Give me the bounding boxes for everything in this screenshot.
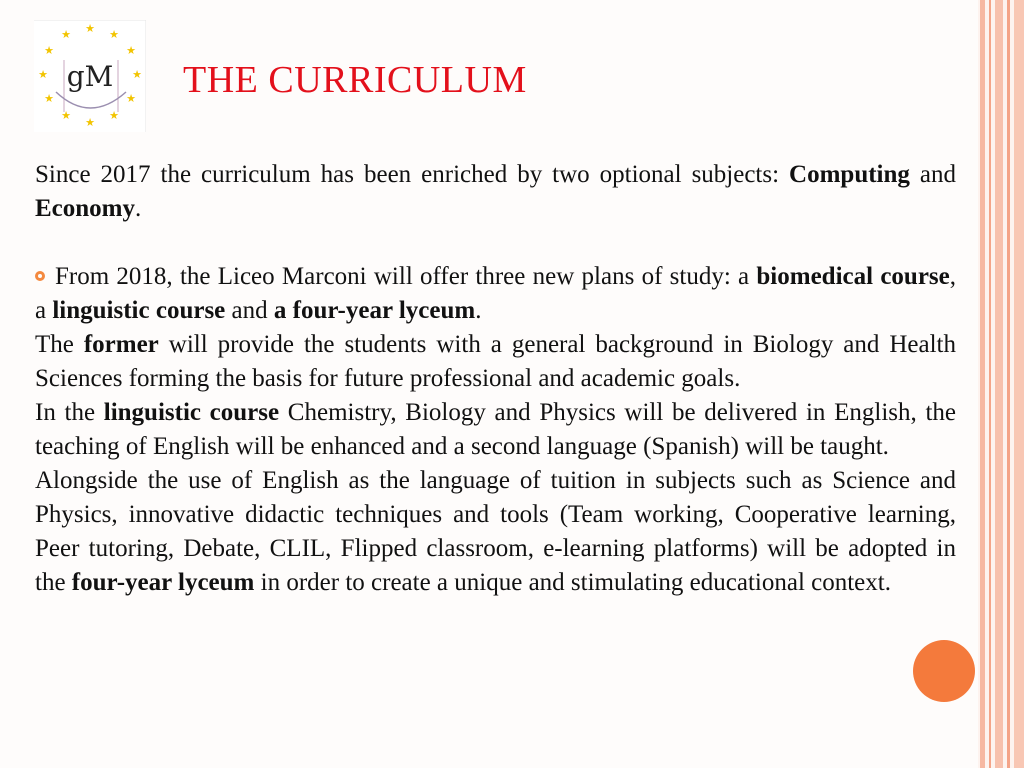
plans-text: From 2018, the Liceo Marconi will offer three new plans of study: a [55, 263, 757, 290]
svg-text:★: ★ [44, 44, 54, 57]
plans-period: . [475, 297, 482, 324]
svg-text:★: ★ [109, 109, 119, 122]
linguistic-lead: In the [35, 399, 104, 426]
spacer [35, 226, 956, 260]
intro-economy: Economy [35, 195, 135, 222]
former-text: will provide the students with a general background in Biology and Health Sciences forming the basis for future professional and academic goals. [35, 331, 956, 392]
plans-sep: , a [35, 263, 956, 324]
intro-text: Since 2017 the curriculum has been enriched by two optional subjects: [35, 161, 790, 188]
plans-fouryear: a four-year lyceum [273, 297, 476, 324]
svg-text:★: ★ [38, 68, 48, 81]
plans-biomedical: biomedical course [756, 263, 950, 290]
decorative-stripes [978, 0, 1024, 768]
slide-content [35, 158, 956, 600]
plans-and: and [225, 297, 274, 324]
former-paragraph [35, 328, 956, 396]
svg-text:★: ★ [61, 109, 71, 122]
plans-paragraph [35, 260, 956, 328]
svg-text:★: ★ [85, 22, 95, 35]
svg-text:★: ★ [44, 92, 54, 105]
svg-text:★: ★ [126, 44, 136, 57]
plans-linguistic: linguistic course [52, 297, 226, 324]
former-bold: former [83, 331, 159, 358]
intro-computing: Computing [789, 161, 910, 188]
fouryear-tail: in order to create a unique and stimulating educational context. [254, 569, 891, 596]
linguistic-text: Chemistry, Biology and Physics will be delivered in English, the teaching of English will be enhanced and a second language (Spanish) will be taught. [35, 399, 956, 460]
fouryear-paragraph [35, 464, 956, 600]
svg-text:★: ★ [109, 28, 119, 41]
linguistic-paragraph [35, 396, 956, 464]
intro-and: and [909, 161, 956, 188]
decorative-circle [913, 640, 975, 702]
fouryear-text: Alongside the use of English as the language of tuition in subjects such as Science and Physics, innovative didactic techniques and tools (Team working, Cooperative learning, Peer tutoring, Debate, CLIL, Flipped classroom, e-learning platforms) will be adopted in the [35, 467, 956, 596]
svg-text:★: ★ [126, 92, 136, 105]
intro-paragraph [35, 158, 956, 226]
bullet-icon [35, 271, 45, 281]
fouryear-bold: four-year lyceum [71, 569, 255, 596]
svg-text:★: ★ [85, 116, 95, 129]
former-lead: The [35, 331, 84, 358]
intro-period: . [135, 195, 142, 222]
linguistic-bold: linguistic course [103, 399, 280, 426]
school-logo [34, 20, 146, 132]
logo-text: gM [66, 60, 114, 93]
svg-text:★: ★ [132, 68, 142, 81]
slide-title: THE CURRICULUM [183, 59, 527, 101]
svg-text:★: ★ [61, 28, 71, 41]
